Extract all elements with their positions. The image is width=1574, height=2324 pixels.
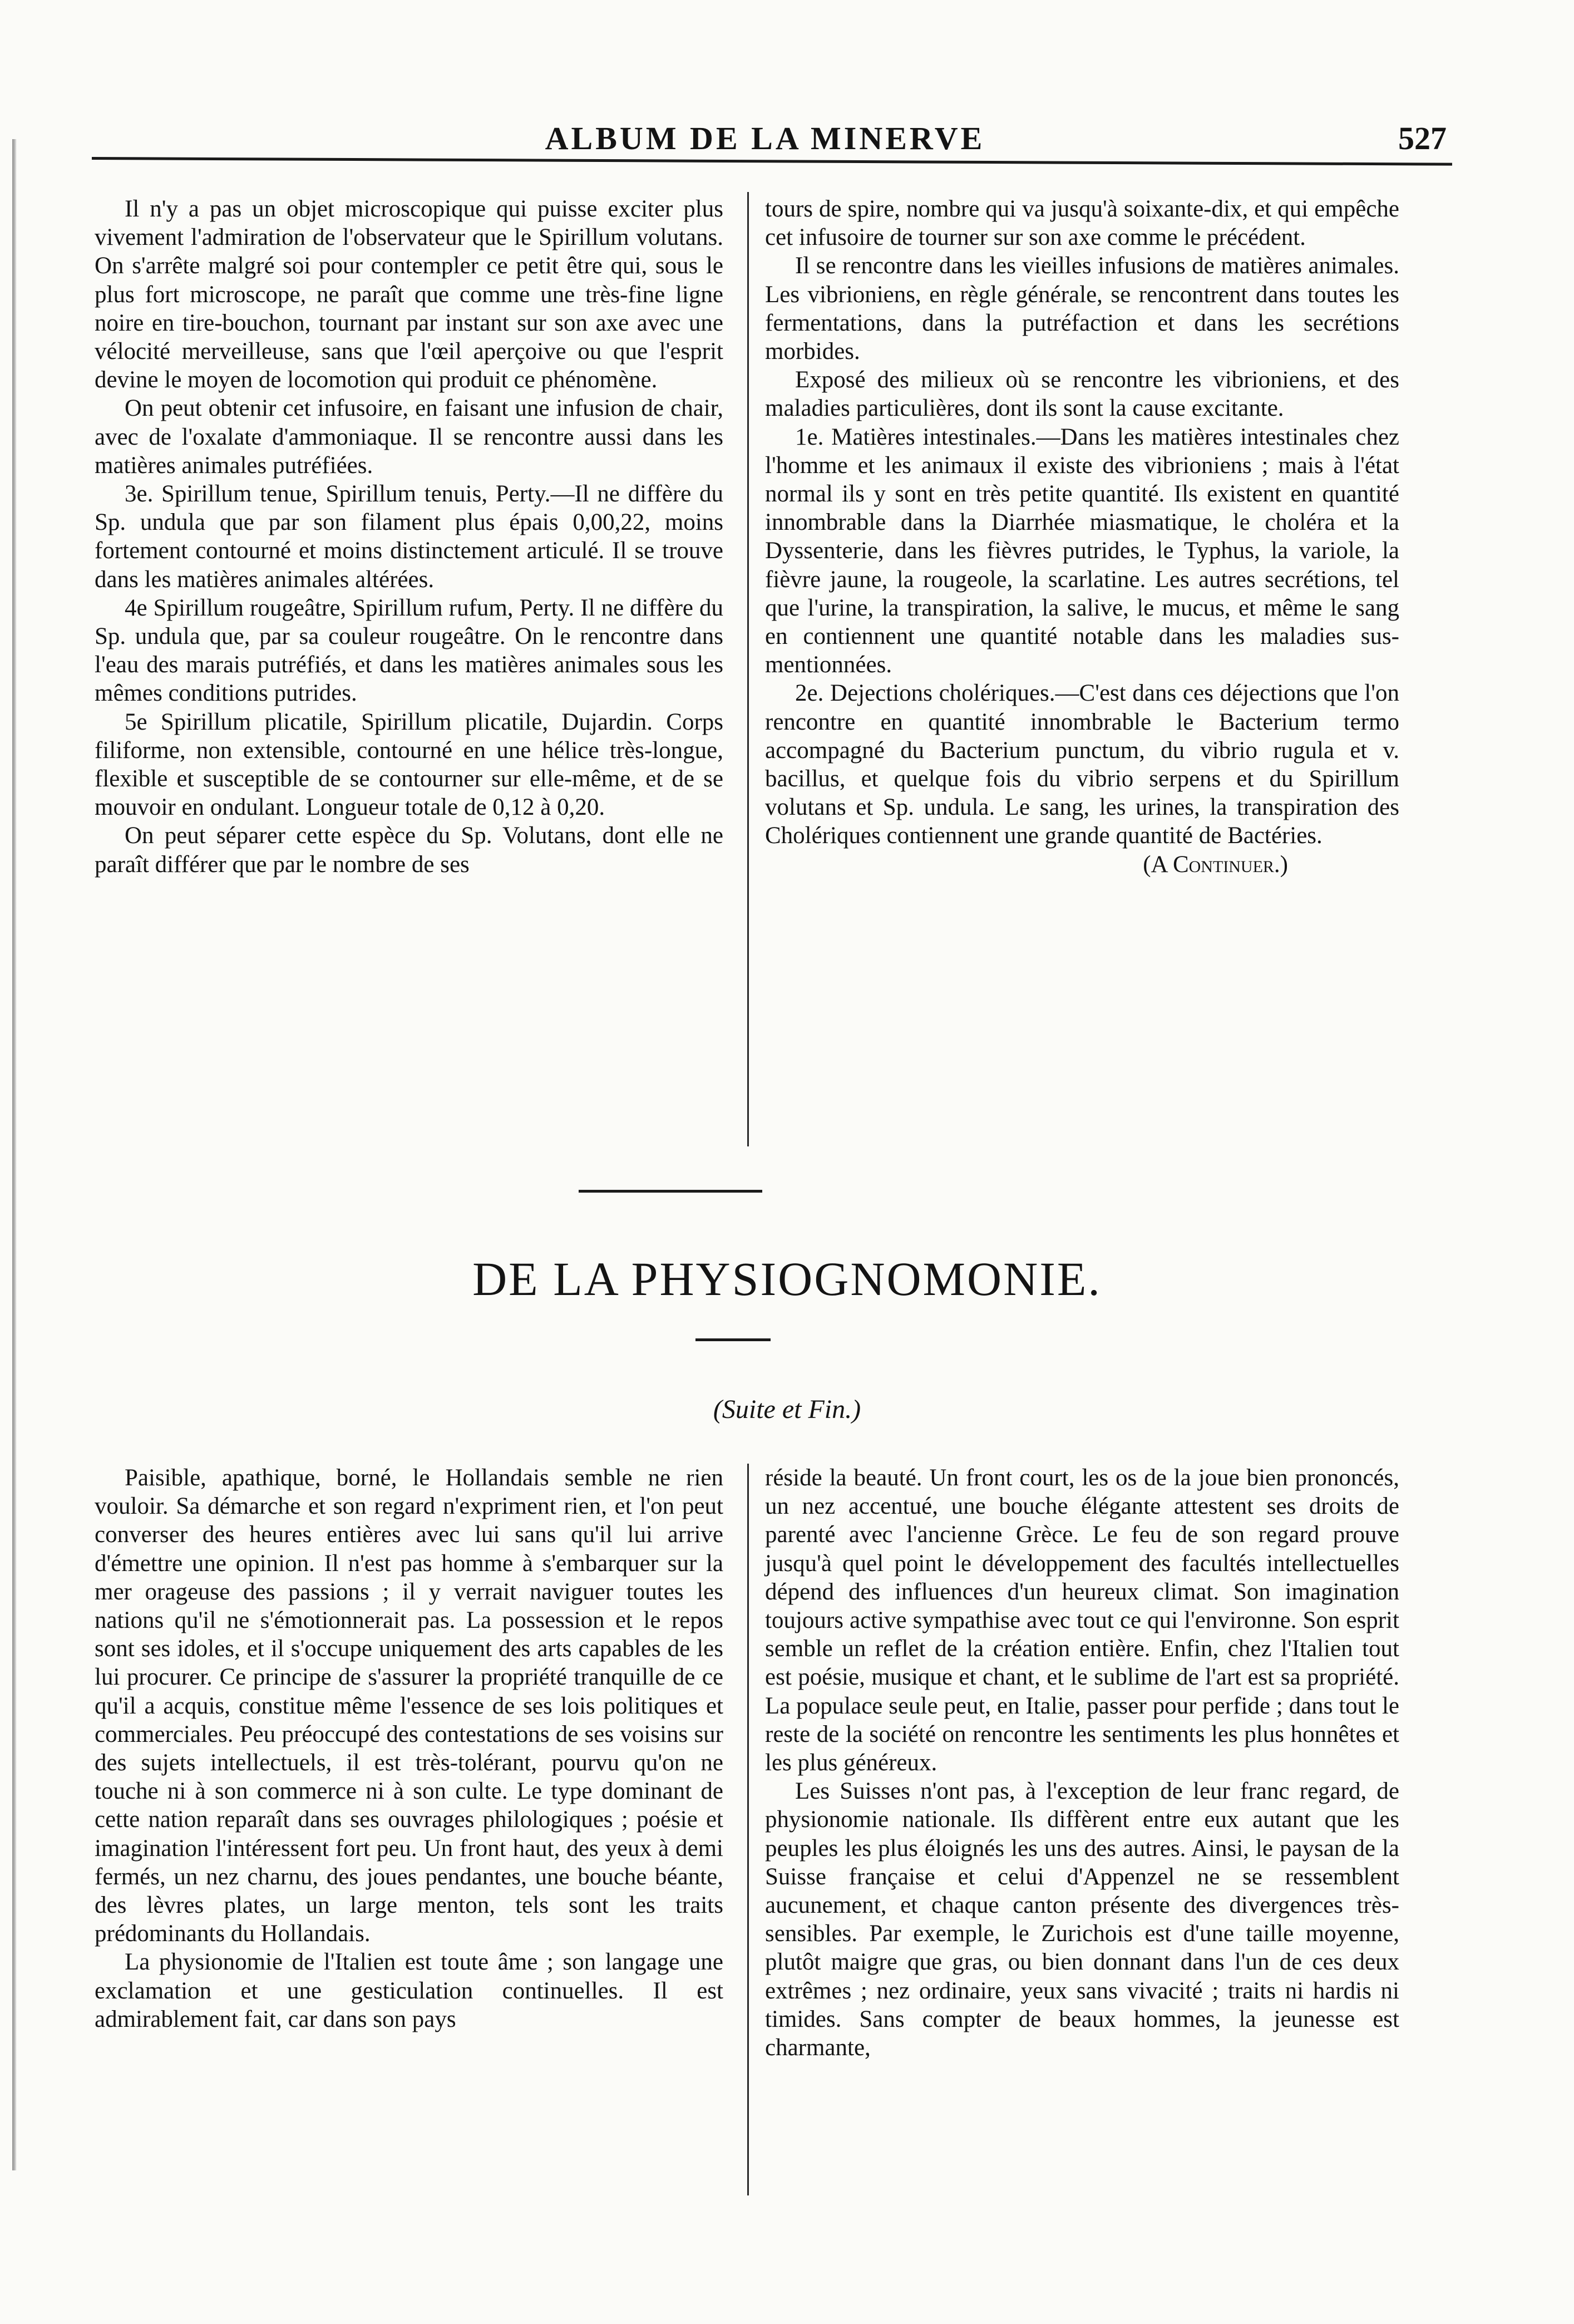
article1-right-column (765, 195, 1399, 879)
article-subtitle: (Suite et Fin.) (713, 1395, 861, 1424)
article1-left-column (95, 195, 723, 879)
paragraph: On peut obtenir cet infusoire, en faisant une infusion de chair, avec de l'oxalate d'ammoniaque. Il se rencontre aussi dans les matières animales putréfiées. (95, 395, 723, 479)
page-binding-edge (12, 139, 17, 2170)
paragraph: Exposé des milieux où se rencontre les vibrioniens, et des maladies particulières, dont ils sont la cause excitante. (765, 367, 1399, 422)
paragraph: Paisible, apathique, borné, le Hollandais semble ne rien vouloir. Sa démarche et son regard n'expriment rien, et l'on peut converser des heures entières avec lui sans qu'il lui arrive d'émettre une opinion. Il n'est pas homme à s'embarquer sur la mer orageuse des passions ; il y verrait naviguer toutes les nations qu'il ne s'émotionnerait pas. La possession et le repos sont ses idoles, et il s'occupe uniquement des arts capables de les lui procurer. Ce principe de s'assurer la propriété tranquille de ce qu'il a acquis, constitue même l'essence de ses lois politiques et commerciales. Peu préoccupé des contestations de ses voisins sur des sujets intellectuels, il est très-tolérant, pourvu qu'on ne touche ni à son commerce ni à son culte. Le type dominant de cette nation reparaît dans ses ouvrages philologiques ; poésie et imagination l'intéressent fort peu. Un front haut, des yeux à demi fermés, un nez charnu, des joues pendantes, une bouche béante, des lèvres plates, un large menton, tels sont les traits prédominants du Hollandais. (95, 1465, 723, 1947)
paragraph: Les Suisses n'ont pas, à l'exception de leur franc regard, de physionomie nationale. Ils diffèrent entre eux autant que les peuples les plus éloignés les uns des autres. Ainsi, le paysan de la Suisse française et celui d'Appenzel ne se ressemblent aucunement, et chaque canton présente des divergences très-sensibles. Par exemple, le Zurichois est d'une taille moyenne, plutôt maigre que gras, ou bien donnant dans l'un de ces deux extrêmes ; nez ordinaire, yeux sans vivacité ; traits ni hardis ni timides. Sans compter de beaux hommes, la jeunesse est charmante, (765, 1778, 1399, 2061)
paragraph: 5e Spirillum plicatile, Spirillum plicatile, Dujardin. Corps filiforme, non extensible, contourné en une hélice très-longue, flexible et susceptible de se contourner sur elle-même, et de se mouvoir en ondulant. Longueur totale de 0,12 à 0,20. (95, 708, 723, 821)
article2-left-column (95, 1464, 723, 2034)
paragraph: Il n'y a pas un objet microscopique qui puisse exciter plus vivement l'admiration de l'observateur que le Spirillum volutans. On s'arrête malgré soi pour contempler ce petit être qui, sous le plus fort microscope, ne paraît que comme une très-fine ligne noire en tire-bouchon, tournant par instant sur son axe avec une vélocité merveilleuse, sans que l'œil aperçoive ou que l'esprit devine le moyen de locomotion qui produit ce phénomène. (95, 196, 723, 393)
paragraph: réside la beauté. Un front court, les os de la joue bien prononcés, un nez accentué, une bouche élégante attestent ses droits de parenté avec l'ancienne Grèce. Le feu de son regard prouve jusqu'à quel point le développement des facultés intellectuelles dépend des influences d'un heureux climat. Son imagination toujours active sympathise avec tout ce qui l'environne. Son esprit semble un reflet de la création entière. Enfin, chez l'Italien tout est poésie, musique et chant, et le sublime de l'art est sa propriété. La populace seule peut, en Italie, passer pour perfide ; dans tout le reste de la société on rencontre les sentiments les plus honnêtes et les plus généreux. (765, 1465, 1399, 1776)
paragraph: Il se rencontre dans les vieilles infusions de matières animales. Les vibrioniens, en règle générale, se rencontrent dans toutes les fermentations, dans la putréfaction et dans les secrétions morbides. (765, 253, 1399, 365)
title-rule (695, 1338, 771, 1341)
paragraph: 2e. Dejections cholériques.—C'est dans ces déjections que l'on rencontre en quantité innombrable le Bacterium termo accompagné du Bacterium punctum, du vibrio rugula et v. bacillus, et quelque fois du vibrio serpens et du Spirillum volutans et Sp. undula. Le sang, les urines, la transpiration des Cholériques contiennent une grande quantité de Bactéries. (765, 680, 1399, 849)
paragraph: 3e. Spirillum tenue, Spirillum tenuis, Perty.—Il ne diffère du Sp. undula que par son filament plus épais 0,00,22, moins fortement contourné et moins distinctement articulé. Il se trouve dans les matières animales altérées. (95, 481, 723, 593)
paragraph: 4e Spirillum rougeâtre, Spirillum rufum, Perty. Il ne diffère du Sp. undula que, par sa couleur rougeâtre. On le rencontre dans l'eau des marais putréfiés, et dans les matières animales sous les mêmes conditions putrides. (95, 594, 723, 707)
paragraph: tours de spire, nombre qui va jusqu'à soixante-dix, et qui empêche cet infusoire de tourner sur son axe comme le précédent. (765, 196, 1399, 251)
section-separator-rule (579, 1190, 762, 1193)
article2-right-column (765, 1464, 1399, 2062)
column-divider (747, 1464, 749, 2195)
paragraph: La physionomie de l'Italien est toute âme ; son langage une exclamation et une gesticulation continuelles. Il est admirablement fait, car dans son pays (95, 1949, 723, 2032)
article-title: DE LA PHYSIOGNOMONIE. (472, 1252, 1102, 1306)
paragraph: On peut séparer cette espèce du Sp. Volutans, dont elle ne paraît différer que par le nombre de ses (95, 823, 723, 878)
page-number: 527 (1398, 120, 1447, 156)
paragraph: 1e. Matières intestinales.—Dans les matières intestinales chez l'homme et les animaux il existe des vibrioniens ; mais à l'état normal ils y sont en très petite quantité. Ils existent en quantité innombrable dans la Diarrhée miasmatique, le choléra et la Dyssenterie, dans les fièvres putrides, le Typhus, la variole, la fièvre jaune, la rougeole, la scarlatine. Les autres secrétions, tel que l'urine, la transpiration, la salive, le mucus, et même le sang en contiennent une quantité notable dans les maladies sus-mentionnées. (765, 424, 1399, 678)
running-header (83, 114, 1447, 159)
to-be-continued: (A Continuer.) (1143, 851, 1288, 878)
running-title: ALBUM DE LA MINERVE (545, 120, 985, 156)
column-divider (747, 192, 749, 1146)
